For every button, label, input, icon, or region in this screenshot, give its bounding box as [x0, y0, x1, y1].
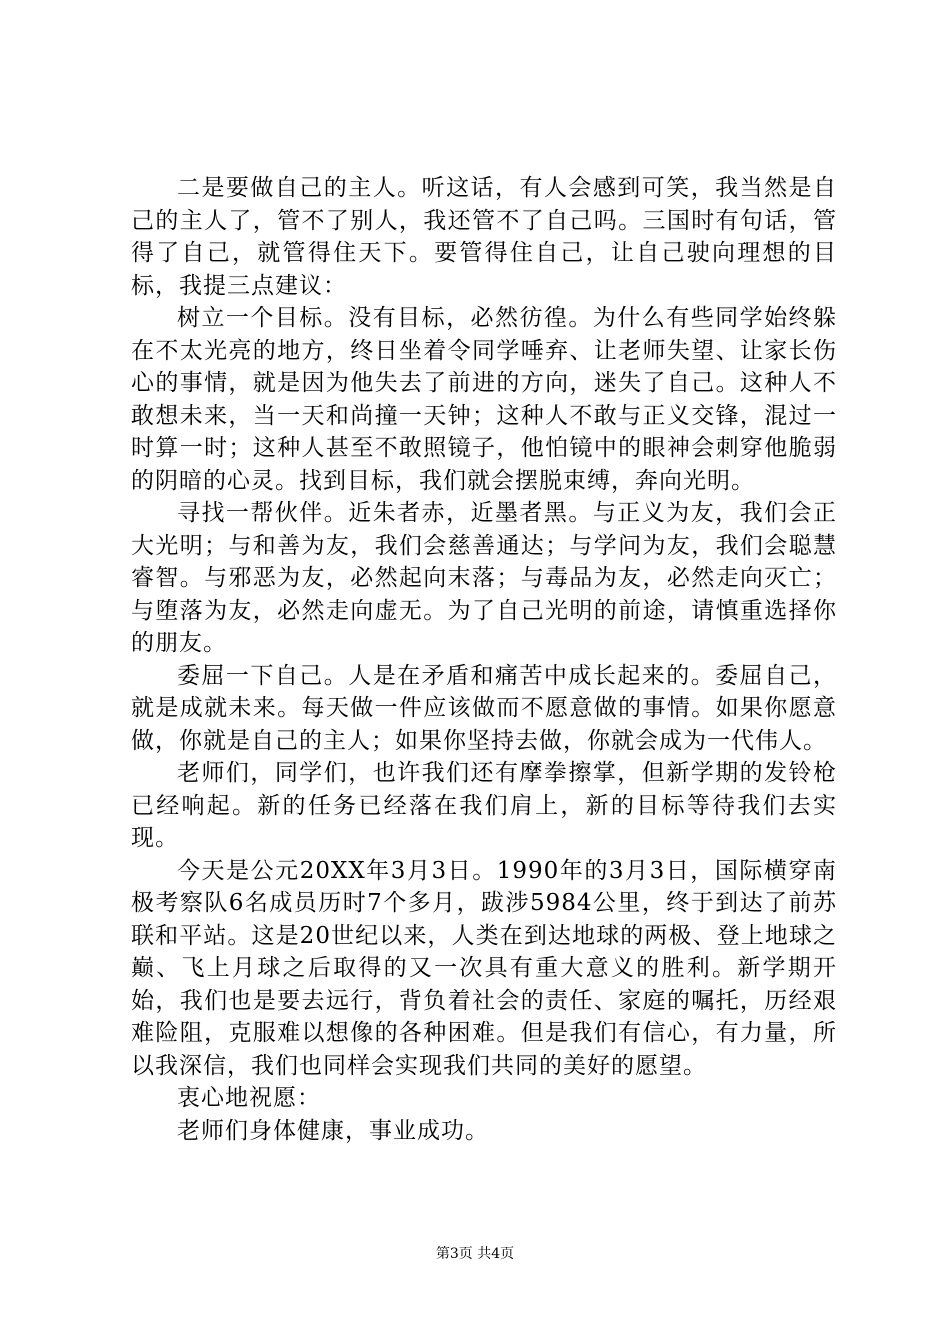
paragraph-find-partners: 寻找一帮伙伴。近朱者赤，近墨者黑。与正义为友，我们会正大光明；与和善为友，我们会慈善通达；与学问为友，我们会聪慧睿智。与邪恶为友，必然起向末落；与毒品为友，必然走向灭亡；与堕落为友，必然走向虚无。为了自己光明的前途，请慎重选择你的朋友。 [131, 500, 837, 656]
paragraph-new-semester: 老师们，同学们，也许我们还有摩拳擦掌，但新学期的发铃枪已经响起。新的任务已经落在我们肩上，新的目标等待我们去实现。 [131, 760, 837, 851]
paragraph-wishes-intro: 衷心地祝愿： [177, 1085, 321, 1111]
paragraph-self-mastery: 二是要做自己的主人。听这话，有人会感到可笑，我当然是自己的主人了，管不了别人，我还管不了自己吗。三国时有句话，管得了自己，就管得住天下。要管得住自己，让自己驶向理想的目标，我提三点建议： [131, 175, 837, 299]
paragraph-antarctic-expedition: 今天是公元20XX年3月3日。1990年的3月3日，国际横穿南极考察队6名成员历时7个多月，跋涉5984公里，终于到达了前苏联和平站。这是20世纪以来，人类在到达地球的两极、登上地球之巅、飞上月球之后取得的又一次具有重大意义的胜利。新学期开始，我们也是要去远行，背负着社会的责任、家庭的嘱托，历经艰难险阻，克服难以想像的各种困难。但是我们有信心，有力量，所以我深信，我们也同样会实现我们共同的美好的愿望。 [131, 857, 837, 1079]
paragraph-self-discipline: 委屈一下自己。人是在矛盾和痛苦中成长起来的。委屈自己，就是成就未来。每天做一件应该做而不愿意做的事情。如果你愿意做，你就是自己的主人；如果你坚持去做，你就会成为一代伟人。 [131, 662, 837, 754]
paragraph-set-goal: 树立一个目标。没有目标，必然彷徨。为什么有些同学始终躲在不太光亮的地方，终日坐着令同学唾弃、让老师失望、让家长伤心的事情，就是因为他失去了前进的方向，迷失了自己。这种人不敢想未来，当一天和尚撞一天钟；这种人不敢与正义交锋，混过一时算一时；这种人甚至不敢照镜子，他怕镜中的眼神会刺穿他脆弱的阴暗的心灵。找到目标，我们就会摆脱束缚，奔向光明。 [131, 305, 837, 494]
paragraph-wishes: 老师们身体健康，事业成功。 [177, 1117, 489, 1144]
page-number-footer: 第3页 共4页 [435, 1246, 515, 1262]
document-body [131, 172, 837, 1147]
